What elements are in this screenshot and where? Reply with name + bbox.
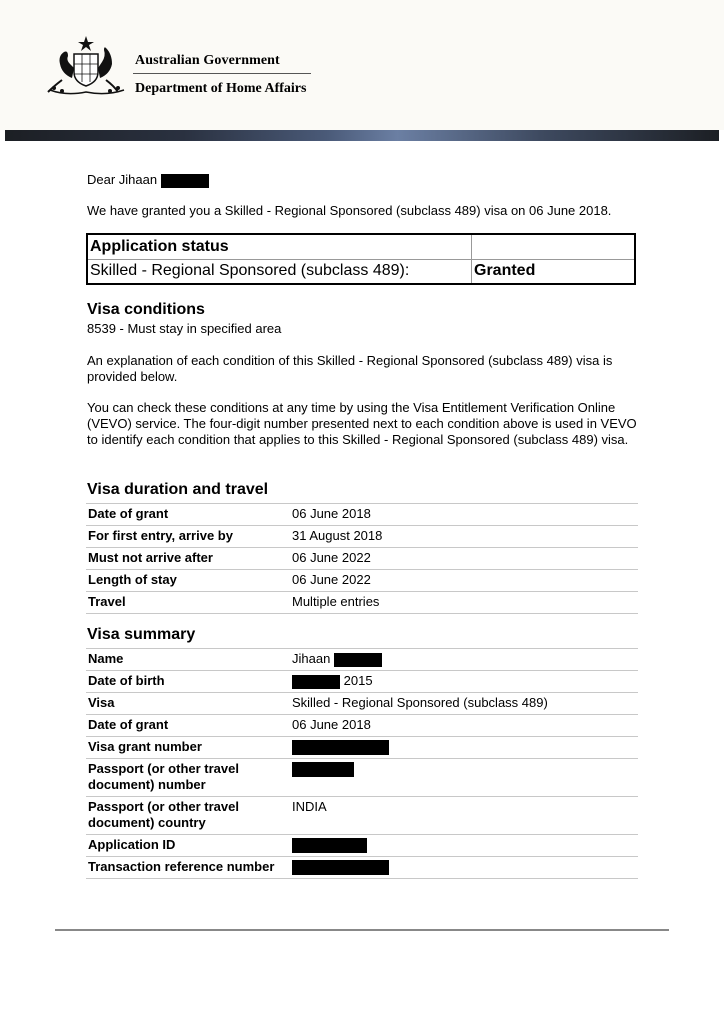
table-row [86, 570, 638, 592]
table-row [86, 526, 638, 548]
row-value: 06 June 2022 [290, 570, 638, 592]
header-banner [5, 130, 719, 141]
visa-value: Skilled - Regional Sponsored (subclass 489) [290, 693, 638, 715]
table-row [86, 759, 638, 797]
government-name: Australian Government [135, 53, 280, 68]
salutation [87, 172, 209, 188]
vevo-explanation: You can check these conditions at any time by using the Visa Entitlement Verification Online (VEVO) service. The four-digit number presented next to each condition above is used in VEVO to identify each condition that applies to this Skilled - Regional Sponsored (subclass 489) visa. [87, 400, 637, 447]
row-value: Multiple entries [290, 592, 638, 614]
table-row [86, 835, 638, 857]
footer-divider [55, 929, 669, 931]
row-label: For first entry, arrive by [86, 526, 290, 548]
coat-of-arms-icon [44, 34, 128, 98]
grant-number-cell [290, 737, 638, 759]
row-label: Length of stay [86, 570, 290, 592]
dob-label: Date of birth [86, 671, 290, 693]
redacted-birth-day-month [292, 675, 340, 689]
redacted-application-id [292, 838, 367, 853]
status-heading: Application status [90, 238, 229, 255]
redacted-grant-number [292, 740, 389, 755]
duration-heading: Visa duration and travel [87, 481, 269, 498]
application-id-label: Application ID [86, 835, 290, 857]
row-value: 31 August 2018 [290, 526, 638, 548]
passport-number-cell [290, 759, 638, 797]
redacted-passport-number [292, 762, 354, 777]
table-row [86, 592, 638, 614]
grant-date-label: Date of grant [86, 715, 290, 737]
visa-summary-table [86, 648, 638, 879]
application-status-box [86, 233, 636, 285]
intro-text: We have granted you a Skilled - Regional Sponsored (subclass 489) visa on 06 June 2018. [87, 203, 612, 218]
name-value: Jihaan [292, 651, 331, 666]
table-row [86, 857, 638, 879]
condition-8539: 8539 - Must stay in specified area [87, 321, 282, 336]
row-label: Must not arrive after [86, 548, 290, 570]
passport-number-label: Passport (or other travel document) number [86, 759, 290, 797]
conditions-explanation: An explanation of each condition of this Skilled - Regional Sponsored (subclass 489) visa is provided below. [87, 353, 613, 384]
dob-cell [290, 671, 638, 693]
letterhead-divider [133, 73, 311, 74]
table-row [86, 671, 638, 693]
visa-label: Visa [86, 693, 290, 715]
status-divider [88, 259, 634, 260]
name-cell [290, 649, 638, 671]
row-value: 06 June 2018 [290, 504, 638, 526]
visa-summary-heading: Visa summary [87, 626, 196, 643]
application-id-cell [290, 835, 638, 857]
table-row [86, 693, 638, 715]
duration-table [86, 503, 638, 614]
row-label: Travel [86, 592, 290, 614]
table-row [86, 548, 638, 570]
table-row [86, 649, 638, 671]
department-name: Department of Home Affairs [135, 81, 307, 96]
visa-conditions-heading: Visa conditions [87, 301, 205, 318]
row-label: Date of grant [86, 504, 290, 526]
salutation-text: Dear Jihaan [87, 172, 158, 187]
redacted-surname [161, 174, 209, 188]
transaction-ref-cell [290, 857, 638, 879]
redacted-transaction-ref [292, 860, 389, 875]
grant-number-label: Visa grant number [86, 737, 290, 759]
table-row [86, 504, 638, 526]
transaction-ref-label: Transaction reference number [86, 857, 290, 879]
status-value: Granted [474, 262, 536, 279]
row-value: 06 June 2022 [290, 548, 638, 570]
table-row [86, 797, 638, 835]
grant-date-value: 06 June 2018 [290, 715, 638, 737]
redacted-surname [334, 653, 382, 667]
dob-value: 2015 [343, 673, 373, 688]
passport-country-label: Passport (or other travel document) country [86, 797, 290, 835]
table-row [86, 737, 638, 759]
table-row [86, 715, 638, 737]
status-column-divider [471, 235, 472, 283]
passport-country-value: INDIA [290, 797, 638, 835]
status-label: Skilled - Regional Sponsored (subclass 489): [90, 262, 410, 279]
name-label: Name [86, 649, 290, 671]
